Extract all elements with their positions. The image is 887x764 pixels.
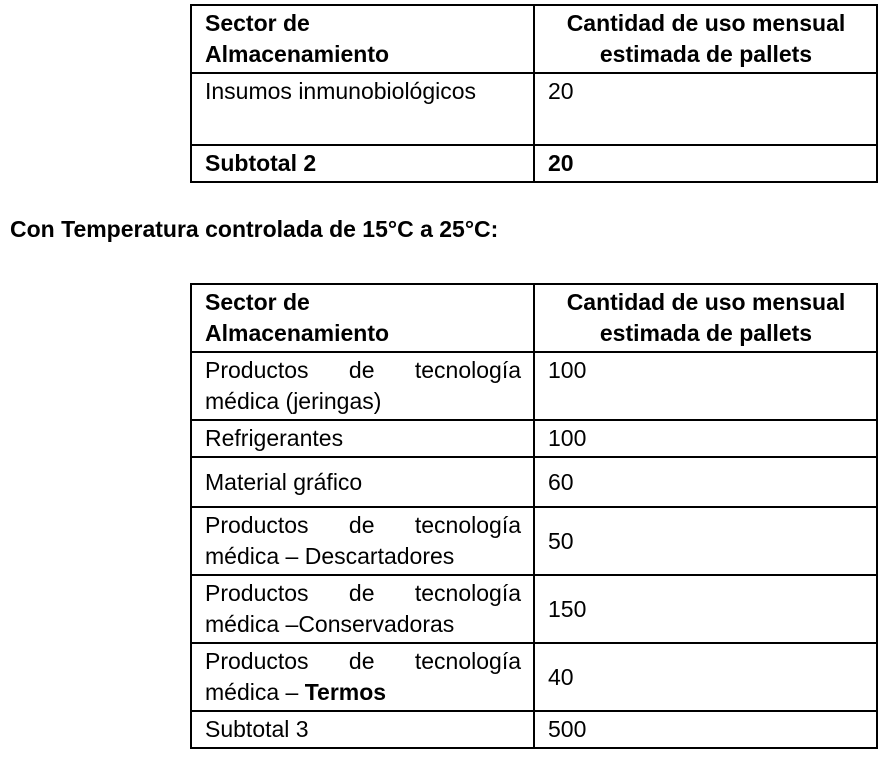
header-sector: [191, 5, 534, 73]
subtotal-row: [191, 711, 877, 748]
sector-line1: Productos de tecnología: [205, 648, 521, 674]
sector-cell: Refrigerantes: [191, 420, 534, 457]
sector-line2-prefix: médica –: [205, 679, 305, 705]
header-quantity: [534, 284, 877, 352]
sector-line2: médica (jeringas): [205, 388, 382, 414]
sector-cell: [191, 575, 534, 643]
header-quantity-line2: estimada de pallets: [599, 41, 813, 67]
header-sector-line1: Sector de: [205, 289, 310, 315]
quantity-cell: 100: [534, 420, 877, 457]
sector-cell: [191, 507, 534, 575]
sector-line1: Productos de tecnología: [205, 512, 521, 538]
sector-line2-bold: Termos: [304, 679, 387, 705]
subtotal-row: [191, 145, 877, 182]
sector-cell: Material gráfico: [191, 457, 534, 507]
table-row: [191, 507, 877, 575]
table-row: [191, 643, 877, 711]
sector-cell: [191, 352, 534, 420]
subtotal-value: 20: [534, 145, 877, 182]
quantity-cell: 100: [534, 352, 877, 420]
header-quantity-line1: Cantidad de uso mensual: [566, 289, 846, 315]
quantity-cell: 150: [534, 575, 877, 643]
sector-cell: Insumos inmunobiológicos: [191, 73, 534, 145]
quantity-cell: 60: [534, 457, 877, 507]
table-row: [191, 352, 877, 420]
header-sector-line1: Sector de: [205, 10, 310, 36]
table-row: [191, 457, 877, 507]
sector-line1: Productos de tecnología: [205, 357, 521, 383]
table-row: [191, 420, 877, 457]
header-quantity: [534, 5, 877, 73]
quantity-cell: 40: [534, 643, 877, 711]
header-quantity-line2: estimada de pallets: [599, 320, 813, 346]
table-row: [191, 575, 877, 643]
quantity-cell: 50: [534, 507, 877, 575]
header-quantity-line1: Cantidad de uso mensual: [566, 10, 846, 36]
header-sector: [191, 284, 534, 352]
header-sector-line2: Almacenamiento: [205, 41, 390, 67]
table-row: [191, 73, 877, 145]
subtotal-value: 500: [534, 711, 877, 748]
storage-table-1: [190, 4, 878, 183]
subtotal-label: Subtotal 2: [191, 145, 534, 182]
sector-line2: médica – Descartadores: [205, 543, 455, 569]
table-header-row: [191, 5, 877, 73]
sector-line1: Productos de tecnología: [205, 580, 521, 606]
storage-table-2: [190, 283, 878, 749]
table-header-row: [191, 284, 877, 352]
sector-line2: médica –Conservadoras: [205, 611, 455, 637]
header-sector-line2: Almacenamiento: [205, 320, 390, 346]
sector-cell: [191, 643, 534, 711]
section-heading: Con Temperatura controlada de 15°C a 25°C:: [10, 216, 499, 242]
quantity-cell: 20: [534, 73, 877, 145]
subtotal-label: Subtotal 3: [191, 711, 534, 748]
